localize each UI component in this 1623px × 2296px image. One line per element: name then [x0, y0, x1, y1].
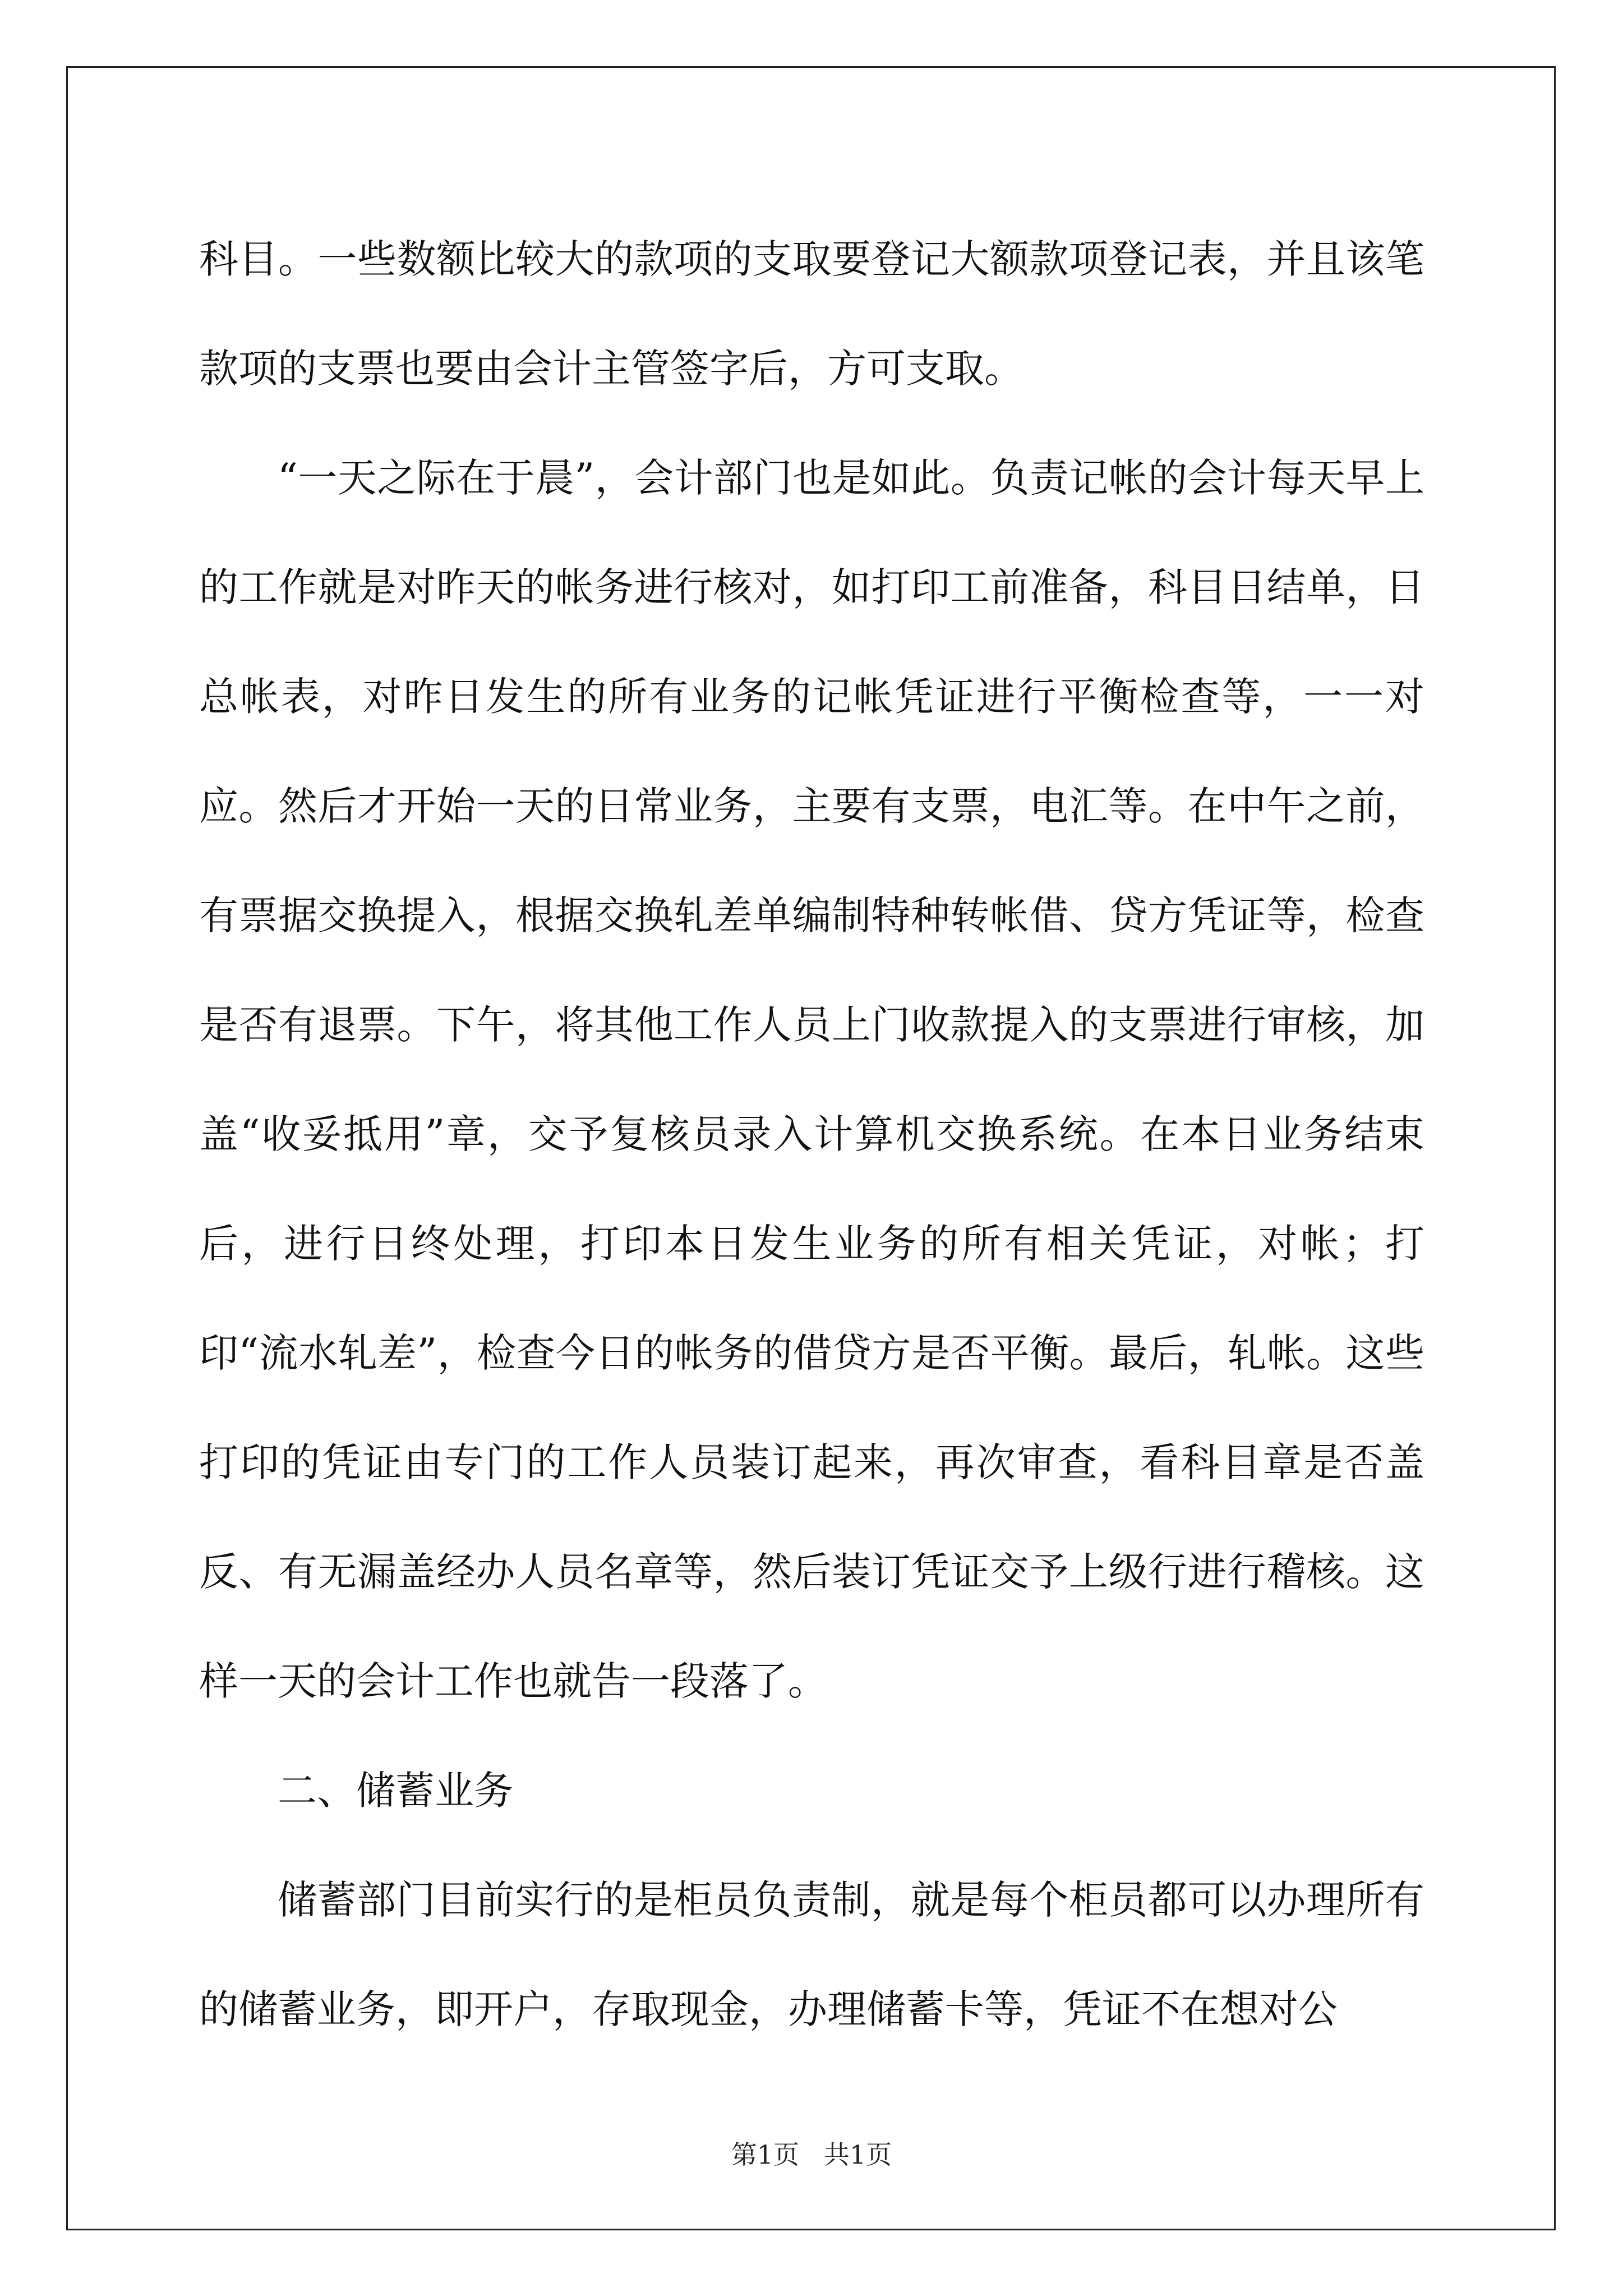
section-heading: 二、储蓄业务 — [278, 1768, 513, 1814]
paragraph-2: “一天之际在于晨”，会计部门也是如此。负责记帐的会计每天早上的工作就是对昨天的帐务进行核对，如打印工前准备，科目日结单，日总帐表，对昨日发生的所有业务的记帐凭证进行平衡检查等，一一对应。然后才开始一天的日常业务，主要有支票，电汇等。在中午之前，有票据交换提入，根据交换轧差单编制特种转帐借、贷方凭证等，检查是否有退票。下午，将其他工作人员上门收款提入的支票进行审核，加盖“收妥抵用”章，交予复核员录入计算机交换系统。在本日业务结束后，进行日终处理，打印本日发生业务的所有相关凭证，对帐；打印“流水轧差”，检查今日的帐务的借贷方是否平衡。最后，轧帐。这些打印的凭证由专门的工作人员装订起来，再次审查，看科目章是否盖反、有无漏盖经办人员名章等，然后装订凭证交予上级行进行稽核。这样一天的会计工作也就告一段落了。 — [199, 455, 1424, 1704]
paragraph-3: 储蓄部门目前实行的是柜员负责制，就是每个柜员都可以办理所有的储蓄业务，即开户，存取现金，办理储蓄卡等，凭证不在想对公 — [199, 1877, 1424, 2032]
page-footer: 第1页 共1页 — [731, 2139, 892, 2170]
paragraph-1: 科目。一些数额比较大的款项的支取要登记大额款项登记表，并且该笔款项的支票也要由会计主管签字后，方可支取。 — [199, 236, 1424, 392]
document-body — [199, 205, 1424, 2064]
